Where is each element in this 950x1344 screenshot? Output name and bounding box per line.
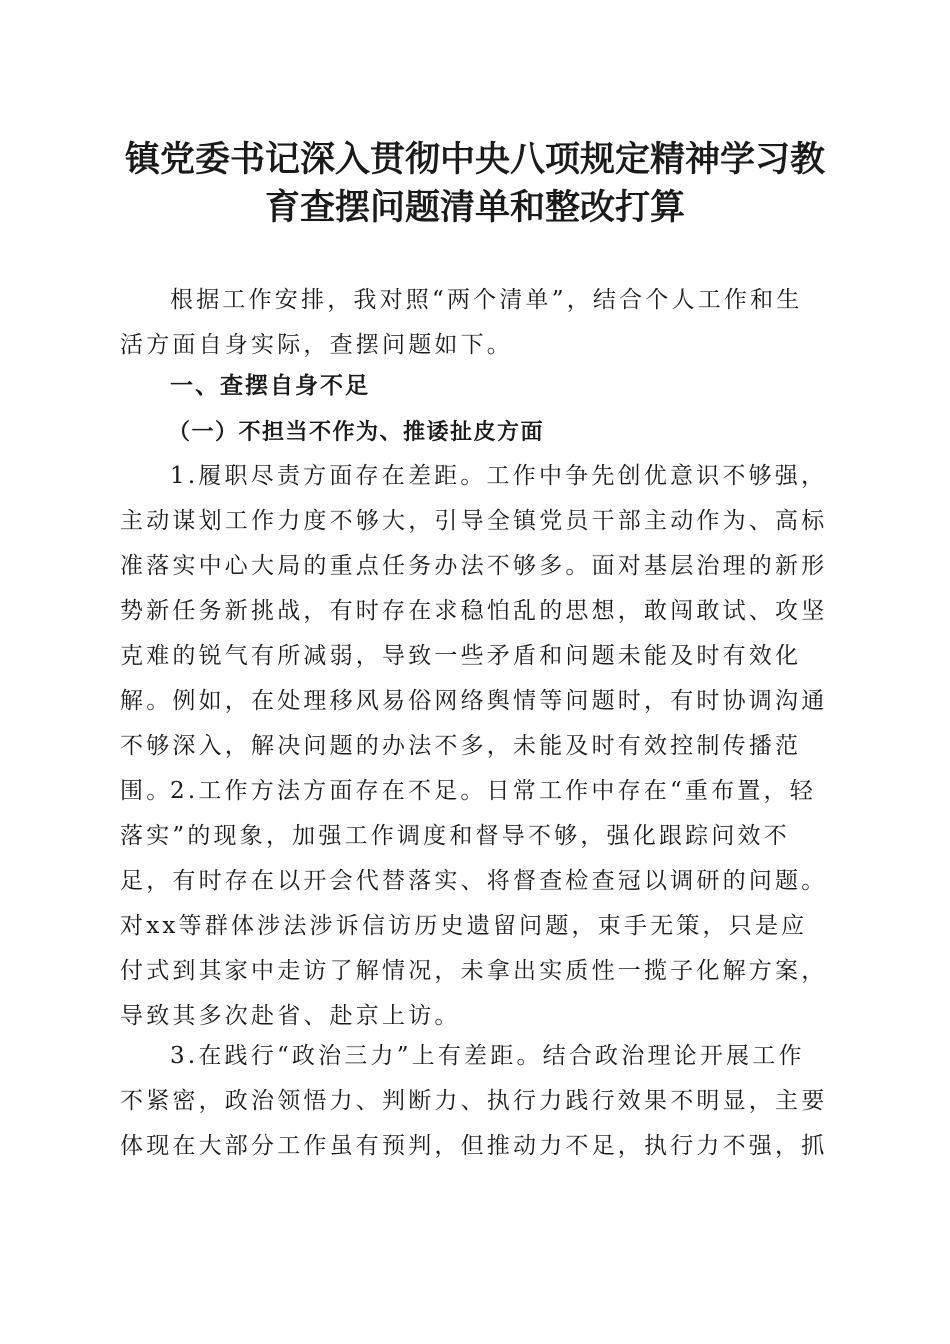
- document-title-line-1: 镇党委书记深入贯彻中央八项规定精神学习教: [124, 139, 825, 180]
- paragraph-2: 2.工作方法方面存在不足。日常工作中存在“重布置，轻落实”的现象，加强工作调度和督导不够，强化跟踪问效不足，有时存在以开会代替落实、将督查检查冠以调研的问题。对xx等群体涉法涉诉信访历史遗留问题，束手无策，只是应付式到其家中走访了解情况，未拿出实质性一揽子化解方案，导致其多次赴省、赴京上访。: [120, 778, 828, 1029]
- intro-paragraph: 根据工作安排，我对照“两个清单”，结合个人工作和生活方面自身实际，查摆问题如下。: [120, 287, 803, 358]
- paragraph-3: 3.在践行“政治三力”上有差距。结合政治理论开展工作不紧密，政治领悟力、判断力、执行力践行效果不明显，主要体现在大部分工作虽有预判，但推动力不足，执行力不强，抓: [120, 1043, 828, 1159]
- paragraph-1: 1.履职尽责方面存在差距。工作中争先创优意识不够强，主动谋划工作力度不够大，引导全镇党员干部主动作为、高标准落实中心大局的重点任务办法不够多。面对基层治理的新形势新任务新挑战，有时存在求稳怕乱的思想，敢闯敢试、攻坚克难的锐气有所减弱，导致一些矛盾和问题未能及时有效化解。例如，在处理移风易俗网络舆情等问题时，有时协调沟通不够深入，解决问题的办法不多，未能及时有效控制传播范围。: [120, 463, 828, 804]
- section-heading: 一、查摆自身不足: [170, 373, 370, 399]
- subsection-heading: （一）不担当不作为、推诿扯皮方面: [168, 419, 545, 445]
- document-title-line-2: 育查摆问题清单和整改打算: [264, 187, 685, 228]
